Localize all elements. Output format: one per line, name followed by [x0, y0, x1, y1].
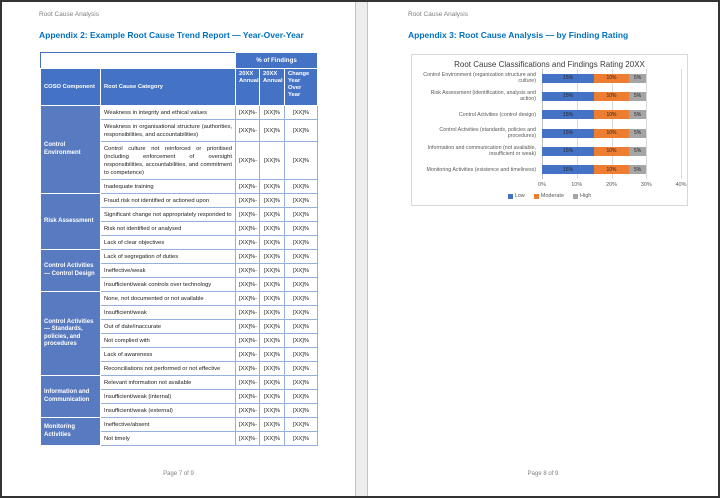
findings-value-cell: [XX]%: [260, 120, 285, 142]
findings-value-cell: [XX]%: [260, 236, 285, 250]
coso-component-cell: Control Environment: [41, 106, 101, 194]
bar-segment-low: 15%: [542, 110, 594, 119]
findings-value-cell: [XX]%: [285, 194, 318, 208]
root-cause-category-cell: Ineffective/absent: [101, 418, 236, 432]
findings-value-cell: [XX]%: [285, 142, 318, 180]
findings-value-cell: [XX]%: [285, 222, 318, 236]
findings-value-cell: [XX]%-: [236, 390, 260, 404]
table-row: [41, 106, 318, 120]
column-header: Change Year Over Year: [285, 69, 318, 106]
chart-category-row: [412, 87, 689, 105]
column-header: COSO Component: [41, 69, 101, 106]
root-cause-category-cell: Insufficient/weak (internal): [101, 390, 236, 404]
findings-value-cell: [XX]%: [260, 432, 285, 446]
bar-segment-high: 5%: [629, 110, 646, 119]
table-row: [41, 418, 318, 432]
findings-value-cell: [XX]%-: [236, 348, 260, 362]
findings-value-cell: [XX]%-: [236, 278, 260, 292]
findings-value-cell: [XX]%: [260, 222, 285, 236]
legend-item-low: [508, 193, 525, 199]
legend-label: High: [580, 193, 592, 199]
findings-value-cell: [XX]%: [260, 278, 285, 292]
findings-value-cell: [XX]%-: [236, 306, 260, 320]
chart-category-row: [412, 106, 689, 124]
legend-swatch-icon: [508, 194, 513, 199]
bar-segment-low: 15%: [542, 74, 594, 83]
root-cause-category-cell: Control culture not reinforced or prioritised (including enforcement of oversight responsibilities, accountabilities, and commitment to competence): [101, 142, 236, 180]
findings-value-cell: [XX]%: [285, 404, 318, 418]
findings-value-cell: [XX]%-: [236, 292, 260, 306]
findings-value-cell: [XX]%: [260, 306, 285, 320]
bar-segment-high: 5%: [629, 147, 646, 156]
table-row: [41, 292, 318, 306]
findings-value-cell: [XX]%-: [236, 376, 260, 390]
findings-value-cell: [XX]%: [260, 142, 285, 180]
findings-value-cell: [XX]%-: [236, 320, 260, 334]
findings-value-cell: [XX]%: [285, 120, 318, 142]
findings-value-cell: [XX]%: [285, 278, 318, 292]
column-header: 20XX Annual: [236, 69, 260, 106]
findings-value-cell: [XX]%: [285, 390, 318, 404]
bar-segment-low: 15%: [542, 147, 594, 156]
page-gap-divider: [355, 2, 368, 496]
legend-item-high: [573, 193, 591, 199]
bar-segment-high: 5%: [629, 92, 646, 101]
root-cause-category-cell: Insufficient/weak: [101, 306, 236, 320]
findings-value-cell: [XX]%-: [236, 362, 260, 376]
chart-category-label: Control Environment (organization structure and culture): [423, 72, 536, 85]
bar-segment-low: 15%: [542, 165, 594, 174]
findings-value-cell: [XX]%-: [236, 334, 260, 348]
root-cause-category-cell: Reconciliations not performed or not effective: [101, 362, 236, 376]
findings-value-cell: [XX]%: [285, 292, 318, 306]
bar-segment-moderate: 10%: [594, 165, 629, 174]
legend-swatch-icon: [534, 194, 539, 199]
bar-segment-moderate: 10%: [594, 129, 629, 138]
bar-segment-high: 5%: [629, 74, 646, 83]
coso-component-cell: Control Activities — Standards, policies, and procedures: [41, 292, 101, 376]
coso-component-cell: Monitoring Activities: [41, 418, 101, 446]
bar-segment-moderate: 10%: [594, 147, 629, 156]
root-cause-trend-table: [40, 52, 318, 446]
appendix-2-heading: Appendix 2: Example Root Cause Trend Report — Year-Over-Year: [39, 30, 304, 40]
chart-category-label: Risk Assessment (identification, analysis and action): [430, 90, 536, 103]
table-row: [41, 53, 318, 69]
root-cause-category-cell: Lack of awareness: [101, 348, 236, 362]
coso-component-cell: Control Activities — Control Design: [41, 250, 101, 292]
findings-value-cell: [XX]%: [260, 404, 285, 418]
findings-value-cell: [XX]%-: [236, 208, 260, 222]
legend-swatch-icon: [573, 194, 578, 199]
bar-segment-high: 5%: [629, 165, 646, 174]
findings-value-cell: [XX]%: [285, 418, 318, 432]
chart-category-row: [412, 69, 689, 87]
findings-value-cell: [XX]%: [285, 432, 318, 446]
findings-value-cell: [XX]%: [260, 194, 285, 208]
findings-value-cell: [XX]%: [260, 334, 285, 348]
root-cause-category-cell: Weakness in integrity and ethical values: [101, 106, 236, 120]
table-row: [41, 250, 318, 264]
findings-value-cell: [XX]%: [260, 250, 285, 264]
root-cause-category-cell: Inadequate training: [101, 180, 236, 194]
findings-value-cell: [XX]%: [285, 348, 318, 362]
legend-item-moderate: [534, 193, 564, 199]
root-cause-category-cell: Weakness in organisational structure (authorities, responsibilities, and accountabilities): [101, 120, 236, 142]
x-axis-tick-label: 30%: [640, 182, 652, 188]
root-cause-category-cell: Out of date/inaccurate: [101, 320, 236, 334]
bar-segment-high: 5%: [629, 129, 646, 138]
appendix-3-heading: Appendix 3: Root Cause Analysis — by Finding Rating: [408, 30, 629, 40]
findings-value-cell: [XX]%: [260, 348, 285, 362]
chart-category-row: [412, 124, 689, 142]
x-axis-tick-label: 40%: [675, 182, 687, 188]
findings-value-cell: [XX]%: [260, 362, 285, 376]
column-header: 20XX Annual: [260, 69, 285, 106]
coso-component-cell: Information and Communication: [41, 376, 101, 418]
root-cause-category-cell: Fraud risk not identified or actioned upon: [101, 194, 236, 208]
findings-value-cell: [XX]%: [260, 106, 285, 120]
findings-value-cell: [XX]%: [285, 362, 318, 376]
root-cause-category-cell: Not complied with: [101, 334, 236, 348]
x-axis-tick-label: 20%: [605, 182, 617, 188]
root-cause-category-cell: Significant change not appropriately responded to: [101, 208, 236, 222]
root-cause-category-cell: Ineffective/weak: [101, 264, 236, 278]
page-7[interactable]: [2, 2, 355, 496]
table-header-row: [41, 69, 318, 106]
root-cause-category-cell: Lack of segregation of duties: [101, 250, 236, 264]
findings-value-cell: [XX]%: [260, 180, 285, 194]
findings-value-cell: [XX]%: [285, 264, 318, 278]
findings-value-cell: [XX]%: [260, 292, 285, 306]
coso-component-cell: Risk Assessment: [41, 194, 101, 250]
findings-value-cell: [XX]%-: [236, 432, 260, 446]
column-header: Root Cause Category: [101, 69, 236, 106]
findings-value-cell: [XX]%-: [236, 194, 260, 208]
x-axis-tick-label: 0%: [538, 182, 546, 188]
bar-segment-moderate: 10%: [594, 110, 629, 119]
legend-label: Moderate: [540, 193, 565, 199]
findings-value-cell: [XX]%-: [236, 180, 260, 194]
chart-category-label: Information and communication (not available, insufficient or weak): [427, 145, 536, 158]
findings-value-cell: [XX]%: [260, 376, 285, 390]
chart-legend: [412, 193, 687, 199]
findings-value-cell: [XX]%: [285, 376, 318, 390]
findings-value-cell: [XX]%-: [236, 404, 260, 418]
chart-category-label: Control Activities (control design): [458, 111, 536, 118]
findings-value-cell: [XX]%: [260, 390, 285, 404]
chart-category-row: [412, 161, 689, 179]
root-cause-category-cell: Insufficient/weak (external): [101, 404, 236, 418]
root-cause-category-cell: Relevant information not available: [101, 376, 236, 390]
findings-value-cell: [XX]%: [285, 320, 318, 334]
chart-title: Root Cause Classifications and Findings Rating 20XX: [454, 60, 645, 69]
findings-value-cell: [XX]%-: [236, 264, 260, 278]
page-8[interactable]: [368, 2, 718, 496]
root-cause-category-cell: Risk not identified or analysed: [101, 222, 236, 236]
table-row: [41, 194, 318, 208]
table-row: [41, 376, 318, 390]
findings-value-cell: [XX]%-: [236, 222, 260, 236]
findings-value-cell: [XX]%-: [236, 236, 260, 250]
findings-value-cell: [XX]%-: [236, 142, 260, 180]
chart-category-label: Monitoring Activities (existence and timeliness): [426, 166, 536, 173]
root-cause-category-cell: None, not documented or not available: [101, 292, 236, 306]
findings-value-cell: [XX]%: [285, 236, 318, 250]
page-footer-left: Page 7 of 9: [163, 471, 194, 477]
chart-category-label: Control Activities (standards, policies and procedures): [439, 127, 536, 140]
chart-category-row: [412, 142, 689, 160]
bar-segment-low: 15%: [542, 92, 594, 101]
document-header-left: Root Cause Analysis: [39, 11, 99, 18]
findings-value-cell: [XX]%: [285, 306, 318, 320]
findings-value-cell: [XX]%: [260, 320, 285, 334]
findings-value-cell: [XX]%-: [236, 106, 260, 120]
bar-segment-moderate: 10%: [594, 92, 629, 101]
findings-value-cell: [XX]%: [260, 264, 285, 278]
findings-value-cell: [XX]%-: [236, 120, 260, 142]
root-cause-category-cell: Not timely: [101, 432, 236, 446]
legend-label: Low: [514, 193, 525, 199]
findings-value-cell: [XX]%: [260, 208, 285, 222]
findings-value-cell: [XX]%-: [236, 418, 260, 432]
page-footer-right: Page 8 of 9: [527, 471, 559, 477]
findings-value-cell: [XX]%: [285, 334, 318, 348]
findings-value-cell: [XX]%: [285, 208, 318, 222]
x-axis-tick-label: 10%: [571, 182, 583, 188]
findings-value-cell: [XX]%: [285, 180, 318, 194]
findings-value-cell: [XX]%: [285, 250, 318, 264]
findings-value-cell: [XX]%: [285, 106, 318, 120]
document-header-right: Root Cause Analysis: [408, 11, 468, 18]
findings-value-cell: [XX]%: [260, 418, 285, 432]
findings-value-cell: [XX]%-: [236, 250, 260, 264]
findings-rating-chart: [411, 54, 688, 206]
root-cause-category-cell: Lack of clear objectives: [101, 236, 236, 250]
bar-segment-low: 15%: [542, 129, 594, 138]
root-cause-category-cell: Insufficient/weak controls over technology: [101, 278, 236, 292]
bar-segment-moderate: 10%: [594, 74, 629, 83]
findings-header-cell: % of Findings: [236, 53, 318, 69]
